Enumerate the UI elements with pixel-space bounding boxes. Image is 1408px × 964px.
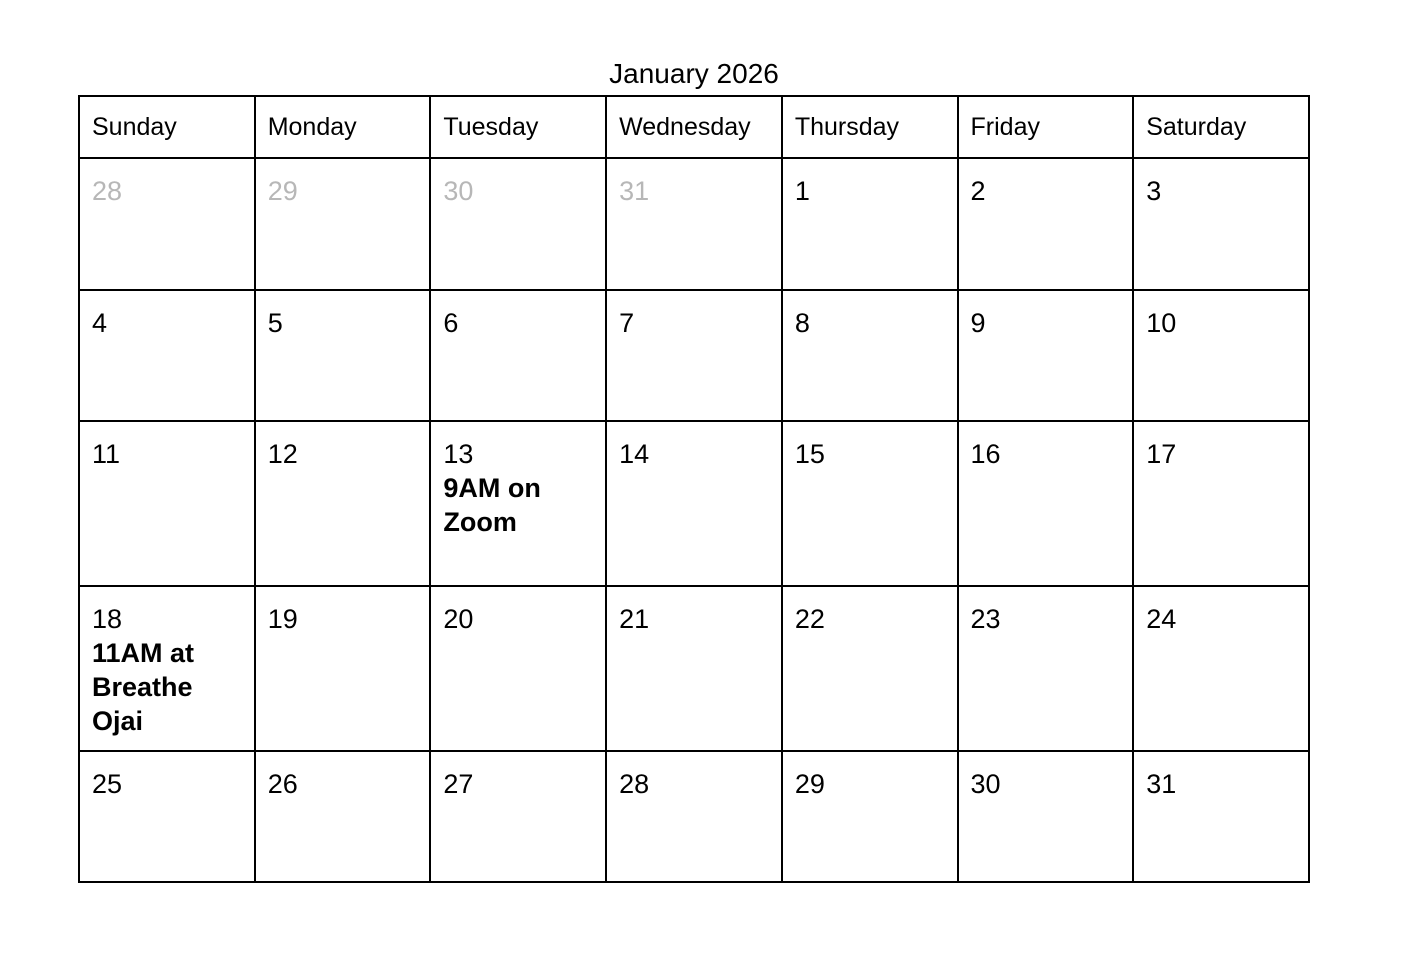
day-number: 28 bbox=[619, 769, 650, 799]
day-number: 2 bbox=[970, 176, 986, 206]
day-cell bbox=[79, 586, 255, 751]
day-cell bbox=[255, 751, 431, 882]
week-row bbox=[79, 290, 1309, 421]
day-number: 20 bbox=[443, 604, 474, 634]
day-number: 9 bbox=[970, 308, 986, 338]
day-cell bbox=[782, 158, 958, 290]
day-cell bbox=[79, 158, 255, 290]
day-number: 16 bbox=[970, 439, 1001, 469]
week-row bbox=[79, 586, 1309, 751]
day-number-other-month: 28 bbox=[92, 176, 123, 206]
weekday-header-row bbox=[79, 96, 1309, 158]
week-row bbox=[79, 158, 1309, 290]
day-cell bbox=[79, 290, 255, 421]
day-number-other-month: 31 bbox=[619, 176, 650, 206]
day-cell bbox=[430, 586, 606, 751]
day-cell bbox=[255, 586, 431, 751]
day-cell bbox=[606, 751, 782, 882]
day-cell bbox=[782, 290, 958, 421]
weekday-header-sunday: Sunday bbox=[79, 96, 255, 158]
day-cell bbox=[606, 586, 782, 751]
day-number: 21 bbox=[619, 604, 650, 634]
day-number-other-month: 29 bbox=[267, 176, 298, 206]
day-number: 30 bbox=[970, 769, 1001, 799]
day-number: 23 bbox=[970, 604, 1001, 634]
day-cell bbox=[255, 290, 431, 421]
day-cell bbox=[79, 751, 255, 882]
day-number: 3 bbox=[1146, 176, 1162, 206]
day-number: 1 bbox=[794, 176, 810, 206]
calendar-grid bbox=[78, 95, 1310, 883]
event-text: 9AM on bbox=[443, 473, 541, 503]
day-cell bbox=[430, 158, 606, 290]
day-cell bbox=[1133, 158, 1309, 290]
event-text: Zoom bbox=[443, 507, 517, 537]
day-cell bbox=[958, 290, 1134, 421]
day-number: 15 bbox=[794, 439, 825, 469]
day-number: 25 bbox=[92, 769, 123, 799]
day-cell bbox=[79, 421, 255, 586]
day-cell bbox=[255, 421, 431, 586]
week-row bbox=[79, 751, 1309, 882]
day-cell bbox=[1133, 421, 1309, 586]
event-text: 11AM at bbox=[92, 638, 195, 668]
day-cell bbox=[1133, 586, 1309, 751]
weekday-header-friday: Friday bbox=[958, 96, 1134, 158]
day-cell bbox=[782, 421, 958, 586]
day-number: 12 bbox=[267, 439, 298, 469]
day-number: 6 bbox=[443, 308, 459, 338]
day-cell bbox=[1133, 290, 1309, 421]
day-cell bbox=[606, 290, 782, 421]
weekday-header-saturday: Saturday bbox=[1133, 96, 1309, 158]
day-number: 4 bbox=[92, 308, 108, 338]
day-cell bbox=[430, 421, 606, 586]
day-cell bbox=[958, 751, 1134, 882]
day-number: 8 bbox=[794, 308, 810, 338]
day-number: 7 bbox=[619, 308, 635, 338]
day-cell bbox=[782, 751, 958, 882]
day-number: 10 bbox=[1146, 308, 1177, 338]
day-cell bbox=[430, 290, 606, 421]
day-number-other-month: 30 bbox=[443, 176, 474, 206]
event-text: Breathe bbox=[92, 672, 193, 702]
event-text: Ojai bbox=[92, 706, 144, 736]
day-number: 19 bbox=[267, 604, 298, 634]
calendar-title: January 2026 bbox=[609, 58, 779, 89]
day-number: 14 bbox=[619, 439, 650, 469]
day-cell bbox=[606, 421, 782, 586]
day-number: 31 bbox=[1146, 769, 1177, 799]
day-number: 26 bbox=[267, 769, 298, 799]
day-number: 13 bbox=[443, 439, 474, 469]
week-row bbox=[79, 421, 1309, 586]
weekday-header-tuesday: Tuesday bbox=[430, 96, 606, 158]
day-cell bbox=[1133, 751, 1309, 882]
weekday-header-monday: Monday bbox=[255, 96, 431, 158]
day-number: 17 bbox=[1146, 439, 1177, 469]
weekday-header-thursday: Thursday bbox=[782, 96, 958, 158]
day-number: 29 bbox=[794, 769, 825, 799]
day-cell bbox=[958, 158, 1134, 290]
day-number: 11 bbox=[92, 439, 121, 469]
weekday-header-wednesday: Wednesday bbox=[606, 96, 782, 158]
day-number: 27 bbox=[443, 769, 474, 799]
day-cell bbox=[606, 158, 782, 290]
day-cell bbox=[958, 421, 1134, 586]
day-cell bbox=[255, 158, 431, 290]
day-number: 18 bbox=[92, 604, 123, 634]
day-cell bbox=[430, 751, 606, 882]
day-cell bbox=[782, 586, 958, 751]
day-number: 22 bbox=[794, 604, 825, 634]
day-number: 24 bbox=[1146, 604, 1177, 634]
day-number: 5 bbox=[267, 308, 283, 338]
day-cell bbox=[958, 586, 1134, 751]
